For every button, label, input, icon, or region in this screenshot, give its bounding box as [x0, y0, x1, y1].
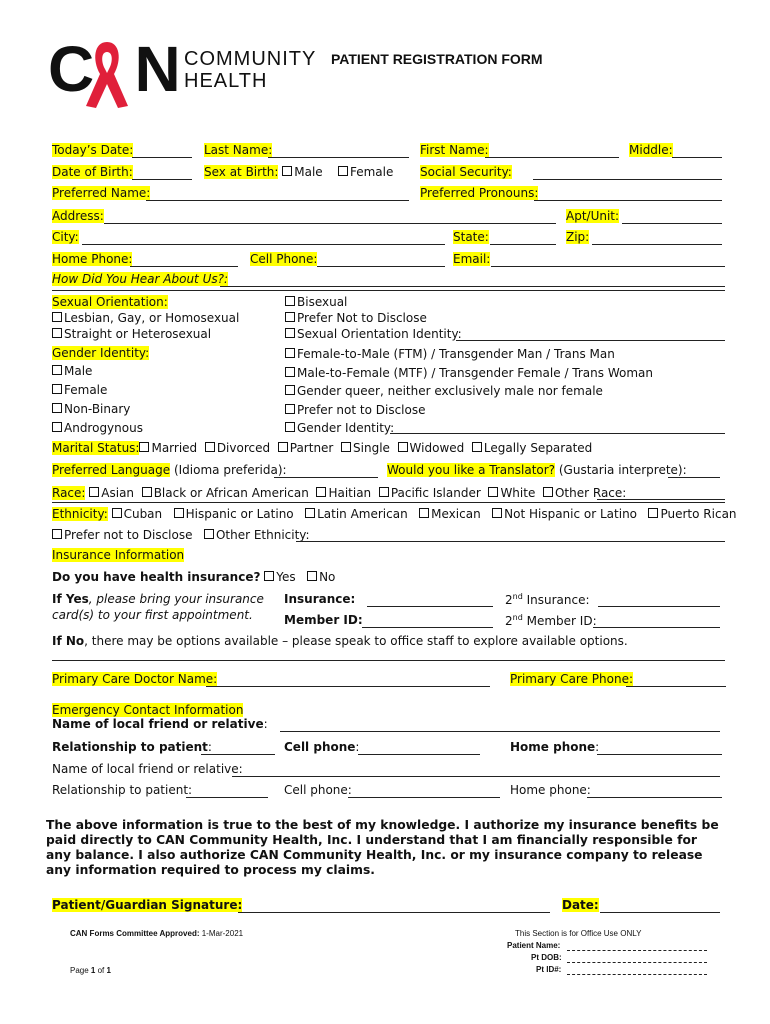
address-label: Address: [52, 209, 104, 223]
cell-phone-label: Cell Phone: [250, 252, 318, 266]
middle-input[interactable] [672, 157, 722, 158]
option: Partner [289, 441, 334, 455]
city-input[interactable] [82, 244, 445, 245]
office-id-input[interactable] [567, 974, 707, 975]
insurance-question-row [52, 570, 335, 584]
checkbox[interactable] [204, 529, 214, 539]
insurance-input[interactable] [367, 606, 493, 607]
date-input[interactable] [600, 912, 720, 913]
option: Not Hispanic or Latino [504, 507, 638, 521]
if-yes-note: If Yes, please bring your insurance card(s) to your first appointment. [52, 592, 264, 622]
office-dob-input[interactable] [567, 962, 707, 963]
pcp-phone-label: Primary Care Phone: [510, 672, 633, 686]
emergency-header: Emergency Contact Information [52, 703, 244, 717]
address-input[interactable] [104, 223, 556, 224]
option[interactable]: Non-Binary [52, 400, 143, 419]
approval-note: CAN Forms Committee Approved: 1-Mar-2021 [70, 929, 244, 938]
checkbox[interactable] [398, 442, 408, 452]
checkbox[interactable] [112, 508, 122, 518]
second-member-id-label: 2nd Member ID: [505, 613, 597, 628]
orientation-label: Sexual Orientation: [52, 295, 168, 309]
option[interactable]: Male-to-Female (MTF) / Transgender Female / Trans Woman [285, 364, 653, 383]
race-label: Race: [52, 486, 86, 500]
option: Puerto Rican [660, 507, 737, 521]
first-name-input[interactable] [485, 157, 619, 158]
page-title: PATIENT REGISTRATION FORM [331, 51, 543, 67]
office-title: This Section is for Office Use ONLY [515, 929, 642, 938]
emergency-home-input[interactable] [597, 754, 722, 755]
pcp-phone-input[interactable] [626, 686, 726, 687]
checkbox[interactable] [492, 508, 502, 518]
option: Married [151, 441, 198, 455]
option: Asian [101, 486, 135, 500]
option[interactable]: Female [52, 381, 143, 400]
apt-input[interactable] [622, 223, 722, 224]
option: Black or African American [153, 486, 309, 500]
office-patient-name: Patient Name: [507, 941, 561, 950]
option[interactable]: Female-to-Male (FTM) / Transgender Man / Trans Man [285, 345, 653, 364]
option[interactable]: Lesbian, Gay, or Homosexual [52, 310, 239, 326]
zip-label: Zip: [566, 230, 590, 244]
pronouns-input[interactable] [534, 200, 722, 201]
option: Other Race: [554, 486, 627, 500]
option: Divorced [216, 441, 271, 455]
option[interactable]: Male [52, 362, 143, 381]
apt-label: Apt/Unit: [566, 209, 620, 223]
office-dob: Pt DOB: [531, 953, 562, 962]
authorization-statement: The above information is true to the best of my knowledge. I authorize my insurance benefits be paid directly to CAN Community Health, Inc. I understand that I am financially responsible for any balance. I also authorize CAN Community Health, Inc. or my insurance company to release any information required to process my claims. [46, 818, 719, 877]
logo-line2: HEALTH [184, 70, 268, 92]
zip-input[interactable] [592, 244, 722, 245]
home-phone-input[interactable] [130, 266, 238, 267]
emergency-home-label: Home phone: [510, 740, 600, 754]
signature-label: Patient/Guardian Signature: [52, 898, 243, 912]
logo-line1: COMMUNITY [184, 48, 317, 70]
first-name-label: First Name: [420, 143, 489, 157]
divider [52, 660, 725, 661]
checkbox[interactable] [419, 508, 429, 518]
checkbox[interactable] [174, 508, 184, 518]
page-number: Page 1 of 1 [70, 966, 111, 975]
todays-date-input[interactable] [132, 157, 192, 158]
checkbox[interactable] [205, 442, 215, 452]
option[interactable]: Bisexual [285, 294, 462, 310]
pcp-name-label: Primary Care Doctor Name: [52, 672, 218, 686]
translator-row [387, 463, 687, 477]
signature-input[interactable] [238, 912, 550, 913]
female-checkbox[interactable] [338, 166, 348, 176]
option[interactable]: Gender Identity: [285, 419, 653, 438]
emergency-relationship-input[interactable] [201, 754, 275, 755]
yes-checkbox[interactable] [264, 571, 274, 581]
yes-label: Yes [276, 570, 296, 584]
second-insurance-input[interactable] [598, 606, 720, 607]
office-id: Pt ID#: [536, 965, 562, 974]
male-label: Male [294, 165, 323, 179]
checkbox[interactable] [316, 487, 326, 497]
option: Latin American [317, 507, 408, 521]
gender-left [52, 362, 143, 438]
option: Prefer not to Disclose [64, 528, 193, 542]
checkbox[interactable] [648, 508, 658, 518]
checkbox[interactable] [52, 529, 62, 539]
option: Widowed [409, 441, 465, 455]
home-phone-label: Home Phone: [52, 252, 133, 266]
date-label: Date: [562, 898, 599, 912]
translator-input[interactable] [668, 477, 720, 478]
member-id-label: Member ID: [284, 613, 363, 627]
orientation-identity-input[interactable] [456, 340, 725, 341]
emergency-home-label-2: Home phone: [510, 783, 591, 797]
option[interactable]: Androgynous [52, 419, 143, 438]
state-input[interactable] [490, 244, 556, 245]
dob-input[interactable] [132, 179, 192, 180]
marital-label: Marital Status: [52, 441, 140, 455]
language-input[interactable] [274, 477, 378, 478]
male-checkbox[interactable] [282, 166, 292, 176]
translator-sub: (Gustaria interprete): [558, 463, 687, 477]
emergency-name-label: Name of local friend or relative: [52, 717, 268, 731]
orientation-right [285, 294, 462, 342]
ethnicity-row [52, 507, 737, 521]
emergency-name-label-2: Name of local friend or relative: [52, 762, 243, 776]
language-label: Preferred Language [52, 463, 171, 477]
emergency-cell-label: Cell phone: [284, 740, 360, 754]
no-label: No [319, 570, 336, 584]
option: Mexican [431, 507, 481, 521]
ssn-input[interactable] [533, 179, 722, 180]
insurance-label: Insurance: [284, 592, 356, 606]
todays-date-label: Today’s Date: [52, 143, 134, 157]
language-sub: (Idioma preferida): [173, 463, 287, 477]
office-use-section [500, 928, 660, 940]
office-patient-name-input[interactable] [567, 950, 707, 951]
ethnicity-label: Ethnicity: [52, 507, 108, 521]
checkbox[interactable] [543, 487, 553, 497]
cell-phone-input[interactable] [317, 266, 445, 267]
gender-right [285, 345, 653, 438]
female-label: Female [349, 165, 394, 179]
ethnicity-row-2 [52, 528, 310, 542]
marital-row [52, 441, 592, 455]
pcp-name-input[interactable] [206, 686, 490, 687]
option[interactable]: Straight or Heterosexual [52, 326, 239, 342]
preferred-name-label: Preferred Name: [52, 186, 151, 200]
ribbon-icon [82, 38, 132, 110]
how-hear-input[interactable] [220, 286, 725, 287]
emergency-name-input-2[interactable] [232, 776, 720, 777]
dob-label: Date of Birth: [52, 165, 133, 179]
emergency-cell-label-2: Cell phone: [284, 783, 352, 797]
checkbox[interactable] [472, 442, 482, 452]
option: Haitian [328, 486, 372, 500]
emergency-name-input[interactable] [280, 731, 720, 732]
email-input[interactable] [491, 266, 725, 267]
city-label: City: [52, 230, 79, 244]
preferred-name-input[interactable] [146, 200, 409, 201]
option: Hispanic or Latino [185, 507, 294, 521]
divider [52, 502, 725, 503]
middle-label: Middle: [629, 143, 673, 157]
sex-label: Sex at Birth: [204, 165, 279, 179]
option: Cuban [123, 507, 163, 521]
state-label: State: [453, 230, 489, 244]
sex-at-birth [204, 165, 393, 179]
checkbox[interactable] [305, 508, 315, 518]
second-member-id-input[interactable] [593, 627, 720, 628]
logo [48, 33, 317, 110]
pronouns-label: Preferred Pronouns: [420, 186, 539, 200]
race-row [52, 486, 626, 500]
option[interactable]: Sexual Orientation Identity: [285, 326, 462, 342]
option: White [500, 486, 536, 500]
insurance-question: Do you have health insurance? [52, 570, 261, 584]
checkbox[interactable] [488, 487, 498, 497]
divider [52, 290, 725, 291]
other-race-input[interactable] [597, 499, 725, 500]
checkbox[interactable] [278, 442, 288, 452]
emergency-home-input-2[interactable] [587, 797, 722, 798]
if-no-note: If No, there may be options available – please speak to office staff to explore available options. [52, 634, 628, 648]
last-name-label: Last Name: [204, 143, 273, 157]
gender-label: Gender Identity: [52, 346, 150, 360]
no-checkbox[interactable] [307, 571, 317, 581]
orientation-left [52, 310, 239, 342]
option: Pacific Islander [390, 486, 481, 500]
emergency-relationship-label: Relationship to patient: [52, 740, 212, 754]
checkbox[interactable] [139, 442, 149, 452]
emergency-cell-input-2[interactable] [348, 797, 500, 798]
member-id-input[interactable] [362, 627, 493, 628]
option: Single [353, 441, 390, 455]
checkbox[interactable] [142, 487, 152, 497]
language-row [52, 463, 287, 477]
option[interactable]: Gender queer, neither exclusively male nor female [285, 382, 653, 401]
other-ethnicity-input[interactable] [296, 541, 725, 542]
last-name-input[interactable] [268, 157, 409, 158]
emergency-cell-input[interactable] [358, 754, 480, 755]
checkbox[interactable] [89, 487, 99, 497]
insurance-header: Insurance Information [52, 548, 185, 562]
logo-mark: C N [48, 33, 178, 105]
option[interactable]: Prefer not to Disclose [285, 401, 653, 420]
option: Legally Separated [483, 441, 593, 455]
emergency-relationship-input-2[interactable] [186, 797, 268, 798]
how-hear-label: How Did You Hear About Us?: [52, 272, 229, 286]
gender-identity-input[interactable] [390, 433, 725, 434]
option: Other Ethnicity: [215, 528, 310, 542]
email-label: Email: [453, 252, 491, 266]
translator-label: Would you like a Translator? [387, 463, 556, 477]
ssn-label: Social Security: [420, 165, 512, 179]
option[interactable]: Prefer Not to Disclose [285, 310, 462, 326]
checkbox[interactable] [379, 487, 389, 497]
checkbox[interactable] [341, 442, 351, 452]
emergency-relationship-label-2: Relationship to patient: [52, 783, 193, 797]
second-insurance-label: 2nd Insurance: [505, 592, 590, 607]
